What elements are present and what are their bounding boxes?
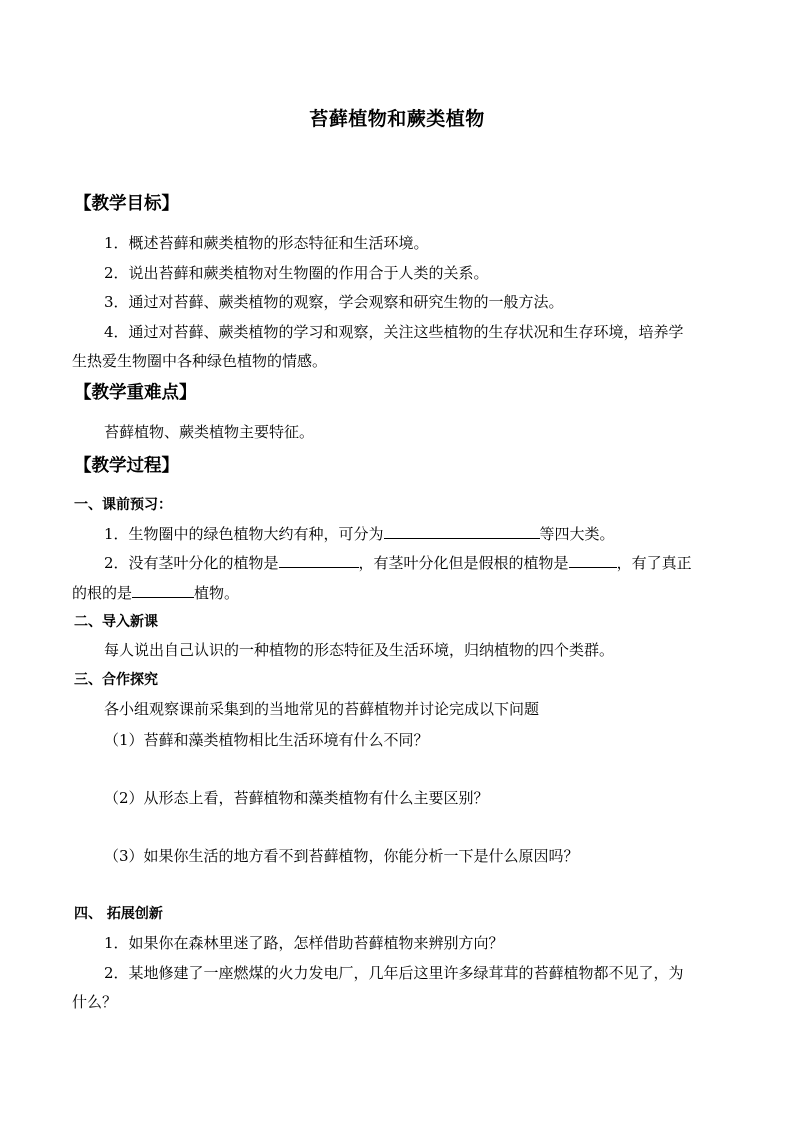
answer-blank[interactable] bbox=[384, 524, 540, 539]
extend-heading: 四、 拓展创新 bbox=[74, 906, 163, 922]
answer-blank[interactable] bbox=[132, 583, 194, 598]
preview-q2-line2-suffix: 植物。 bbox=[194, 584, 240, 602]
explore-heading: 三、合作探究 bbox=[74, 672, 158, 688]
preview-q1-suffix: 等四大类。 bbox=[539, 525, 615, 543]
goals-heading: 【教学目标】 bbox=[74, 194, 179, 214]
explore-question-2: （2）从形态上看，苔藓植物和藻类植物有什么主要区别？ bbox=[104, 789, 489, 807]
preview-q2-end: ，有了真正 bbox=[616, 554, 692, 572]
intro-text: 每人说出自己认识的一种植物的形态特征及生活环境，归纳植物的四个类群。 bbox=[104, 641, 615, 659]
preview-question-1 bbox=[104, 523, 615, 544]
explore-question-1: （1）苔藓和藻类植物相比生活环境有什么不同？ bbox=[104, 731, 429, 749]
goal-item-4: 4．通过对苔藓、蕨类植物的学习和观察，关注这些植物的生存状况和生存环境，培养学 bbox=[104, 323, 684, 341]
explore-text: 各小组观察课前采集到的当地常见的苔藓植物并讨论完成以下问题 bbox=[104, 700, 540, 718]
key-points-heading: 【教学重难点】 bbox=[74, 383, 197, 403]
preview-q1-text: 1．生物圈中的绿色植物大约有种，可分为 bbox=[104, 525, 384, 543]
extend-question-2-continued: 什么？ bbox=[72, 993, 118, 1011]
preview-q2-middle: ，有茎叶分化但是假根的植物是 bbox=[358, 554, 569, 572]
intro-heading: 二、导入新课 bbox=[74, 614, 158, 630]
process-heading: 【教学过程】 bbox=[74, 456, 179, 476]
key-points-text: 苔藓植物、蕨类植物主要特征。 bbox=[104, 423, 315, 441]
extend-question-2: 2．某地修建了一座燃煤的火力发电厂，几年后这里许多绿茸茸的苔藓植物都不见了，为 bbox=[104, 964, 684, 982]
preview-question-2 bbox=[104, 552, 692, 573]
goal-item-4-continued: 生热爱生物圈中各种绿色植物的情感。 bbox=[72, 352, 328, 370]
goal-item-1: 1．概述苔藓和蕨类植物的形态特征和生活环境。 bbox=[104, 234, 429, 252]
answer-blank[interactable] bbox=[569, 553, 617, 568]
goal-item-2: 2．说出苔藓和蕨类植物对生物圈的作用合于人类的关系。 bbox=[104, 264, 489, 282]
preview-q2-text: 2．没有茎叶分化的植物是 bbox=[104, 554, 279, 572]
preview-heading: 一、课前预习： bbox=[74, 497, 172, 513]
extend-question-1: 1．如果你在森林里迷了路，怎样借助苔藓植物来辨别方向？ bbox=[104, 934, 504, 952]
goal-item-3: 3．通过对苔藓、蕨类植物的观察，学会观察和研究生物的一般方法。 bbox=[104, 293, 564, 311]
preview-question-2-continued bbox=[72, 582, 239, 603]
page-title: 苔藓植物和蕨类植物 bbox=[309, 108, 485, 130]
explore-question-3: （3）如果你生活的地方看不到苔藓植物，你能分析一下是什么原因吗？ bbox=[104, 847, 579, 865]
answer-blank[interactable] bbox=[279, 553, 359, 568]
preview-q2-line2-text: 的根的是 bbox=[72, 584, 133, 602]
